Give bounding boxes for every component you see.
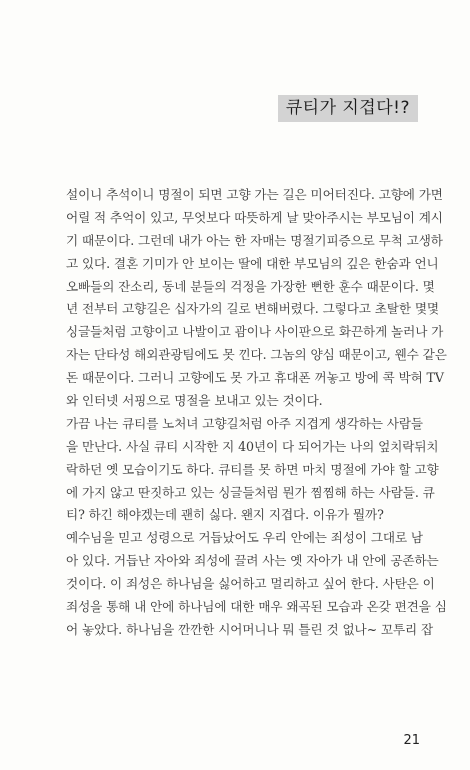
text-line: 예수님을 믿고 성령으로 거듭났어도 우리 안에는 죄성이 그대로 남 [66, 530, 423, 546]
text-line: 돈 때문이다. 그러니 고향에도 못 가고 휴대폰 꺼놓고 방에 콕 박혀 TV [66, 370, 444, 386]
body-text [66, 184, 447, 642]
text-line: 오빠들의 잔소리, 동네 분들의 걱정을 가장한 뻔한 훈수 때문이다. 몇 [66, 278, 435, 294]
text-line: 자는 단타성 해외관광팀에도 못 낀다. 그놈의 양심 때문이고, 웬수 같은 [66, 347, 447, 363]
text-line: 어 놓았다. 하나님을 깐깐한 시어머니나 뭐 틀린 것 없나~ 꼬투리 잡 [66, 621, 434, 637]
text-line: 에 가지 않고 딴짓하고 있는 싱글들처럼 뭔가 찜찜해 하는 사람들. 큐 [66, 484, 435, 500]
text-line: 티? 하긴 해야겠는데 괜히 싫다. 왠지 지겹다. 이유가 뭘까? [66, 507, 384, 523]
text-line: 을 만난다. 사실 큐티 시작한 지 40년이 다 되어가는 나의 엎치락뒤치 [66, 438, 439, 454]
chapter-title: 큐티가 지겹다!? [278, 95, 418, 122]
text-line: 아 있다. 거듭난 자아와 죄성에 끌려 사는 옛 자아가 내 안에 공존하는 [66, 553, 439, 569]
text-line: 년 전부터 고향길은 십자가의 길로 변해버렸다. 그렇다고 초탈한 몇몇 [66, 301, 439, 317]
text-line: 기 때문이다. 그런데 내가 아는 한 자매는 명절기피증으로 무척 고생하 [66, 232, 443, 248]
text-line: 싱글들처럼 고향이고 나발이고 괌이나 사이판으로 화끈하게 놀러나 가 [66, 324, 444, 340]
text-line: 고 있다. 결혼 기미가 안 보이는 딸에 대한 부모님의 깊은 한숨과 언니 [66, 255, 439, 271]
text-line: 어릴 적 추억이 있고, 무엇보다 따뜻하게 날 맞아주시는 부모님이 계시 [66, 209, 443, 225]
text-line: 와 인터넷 서핑으로 명절을 보내고 있는 것이다. [66, 393, 323, 409]
text-line: 락하던 옛 모습이기도 하다. 큐티를 못 하면 마치 명절에 가야 할 고향 [66, 461, 439, 477]
text-line: 죄성을 통해 내 안에 하나님에 대한 매우 왜곡된 모습과 온갖 편견을 심 [66, 599, 447, 615]
text-line: 설이니 추석이니 명절이 되면 고향 가는 길은 미어터진다. 고향에 가면 [66, 187, 443, 202]
page-number: 21 [403, 733, 420, 748]
text-line: 것이다. 이 죄성은 하나님을 싫어하고 멀리하고 싶어 한다. 사탄은 이 [66, 576, 435, 592]
text-line: 가끔 나는 큐티를 노처녀 고향길처럼 아주 지겹게 생각하는 사람들 [66, 415, 423, 431]
